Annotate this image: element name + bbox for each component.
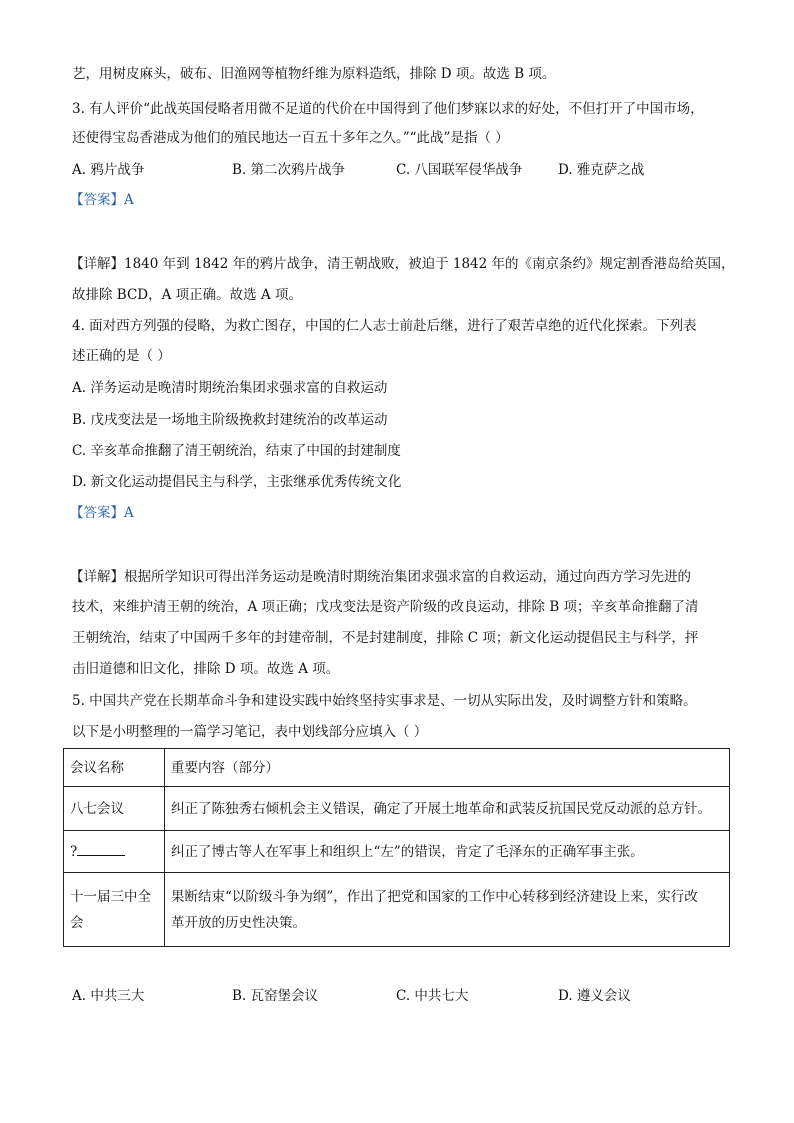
table-cell-blank (64, 831, 165, 873)
q4-stem-line-1: 4. 面对西方列强的侵略，为救亡图存，中国的仁人志士前赴后继，进行了艰苦卓绝的近代化探索。下列表 (72, 318, 697, 334)
q3-option-d[interactable]: D. 雅克萨之战 (558, 162, 645, 178)
q3-option-b[interactable]: B. 第二次鸦片战争 (232, 162, 346, 178)
table-row (64, 831, 730, 873)
table-cell-content-line-1: 果断结束“以阶级斗争为纲”，作出了把党和国家的工作中心转移到经济建设上来，实行改 (171, 888, 698, 905)
q4-detail-line-2: 技术，来维护清王朝的统治，A 项正确；戊戌变法是资产阶级的改良运动，排除 B 项；辛亥革命推翻了清 (72, 599, 699, 615)
table-cell-content (165, 873, 730, 947)
table-cell-content: 纠正了博古等人在军事上和组织上“左”的错误，肯定了毛泽东的正确军事主张。 (165, 831, 730, 873)
q3-answer: 【答案】A (70, 192, 134, 208)
table-header-content: 重要内容（部分） (165, 749, 730, 787)
table-cell-name-line-1: 十一届三中全 (70, 888, 151, 905)
q4-detail-line-3: 王朝统治，结束了中国两千多年的封建帝制，不是封建制度，排除 C 项；新文化运动提倡民主与科学，抨 (72, 630, 699, 646)
meeting-table (63, 748, 730, 947)
q4-answer: 【答案】A (70, 505, 134, 521)
q4-option-a[interactable]: A. 洋务运动是晚清时期统治集团求强求富的自救运动 (72, 380, 388, 396)
table-header-row (64, 749, 730, 787)
table-cell-name: 八七会议 (64, 787, 165, 831)
question-mark: ? (70, 843, 78, 860)
table-header-name: 会议名称 (64, 749, 165, 787)
q4-option-b[interactable]: B. 戊戌变法是一场地主阶级挽救封建统治的改革运动 (72, 412, 388, 428)
answer-blank-line (77, 841, 125, 856)
q3-options (72, 160, 722, 180)
q3-detail-line-2: 故排除 BCD，A 项正确。故选 A 项。 (72, 287, 302, 303)
table-row (64, 873, 730, 947)
q5-option-a[interactable]: A. 中共三大 (72, 988, 145, 1004)
q3-option-c[interactable]: C. 八国联军侵华战争 (396, 162, 523, 178)
q4-option-c[interactable]: C. 辛亥革命推翻了清王朝统治，结束了中国的封建制度 (72, 443, 401, 459)
q3-stem-line-2: 还使得宝岛香港成为他们的殖民地达一百五十多年之久。”“此战”是指（ ） (72, 130, 509, 146)
table-cell-content-line-2: 革开放的历史性决策。 (171, 914, 306, 931)
q5-stem-line-1: 5. 中国共产党在长期革命斗争和建设实践中始终坚持实事求是、一切从实际出发，及时调整方针和策略。 (72, 693, 697, 709)
table-cell-name (64, 873, 165, 947)
table-cell-content: 纠正了陈独秀右倾机会主义错误，确定了开展土地革命和武装反抗国民党反动派的总方针。 (165, 787, 730, 831)
q5-option-c[interactable]: C. 中共七大 (396, 988, 469, 1004)
q3-detail-line-1: 【详解】1840 年到 1842 年的鸦片战争，清王朝战败，被迫于 1842 年的《南京条约》规定割香港岛给英国， (70, 256, 735, 272)
q4-stem-line-2: 述正确的是（ ） (72, 348, 171, 364)
table-cell-name-line-2: 会 (70, 914, 84, 931)
q3-option-a[interactable]: A. 鸦片战争 (72, 162, 145, 178)
q5-option-b[interactable]: B. 瓦窑堡会议 (232, 988, 319, 1004)
q5-option-d[interactable]: D. 遵义会议 (558, 988, 631, 1004)
table-row (64, 787, 730, 831)
q3-stem-line-1: 3. 有人评价“此战英国侵略者用微不足道的代价在中国得到了他们梦寐以求的好处，不但打开了中国市场， (72, 101, 704, 117)
q4-detail-line-1: 【详解】根据所学知识可得出洋务运动是晚清时期统治集团求强求富的自救运动，通过向西方学习先进的 (70, 569, 691, 585)
q4-detail-line-4: 击旧道德和旧文化，排除 D 项。故选 A 项。 (72, 661, 340, 677)
q4-option-d[interactable]: D. 新文化运动提倡民主与科学，主张继承优秀传统文化 (72, 474, 402, 490)
q5-stem-line-2: 以下是小明整理的一篇学习笔记，表中划线部分应填入（ ） (72, 724, 428, 740)
q5-options (72, 986, 722, 1006)
intro-line: 艺，用树皮麻头，破布、旧渔网等植物纤维为原料造纸，排除 D 项。故选 B 项。 (72, 66, 556, 82)
